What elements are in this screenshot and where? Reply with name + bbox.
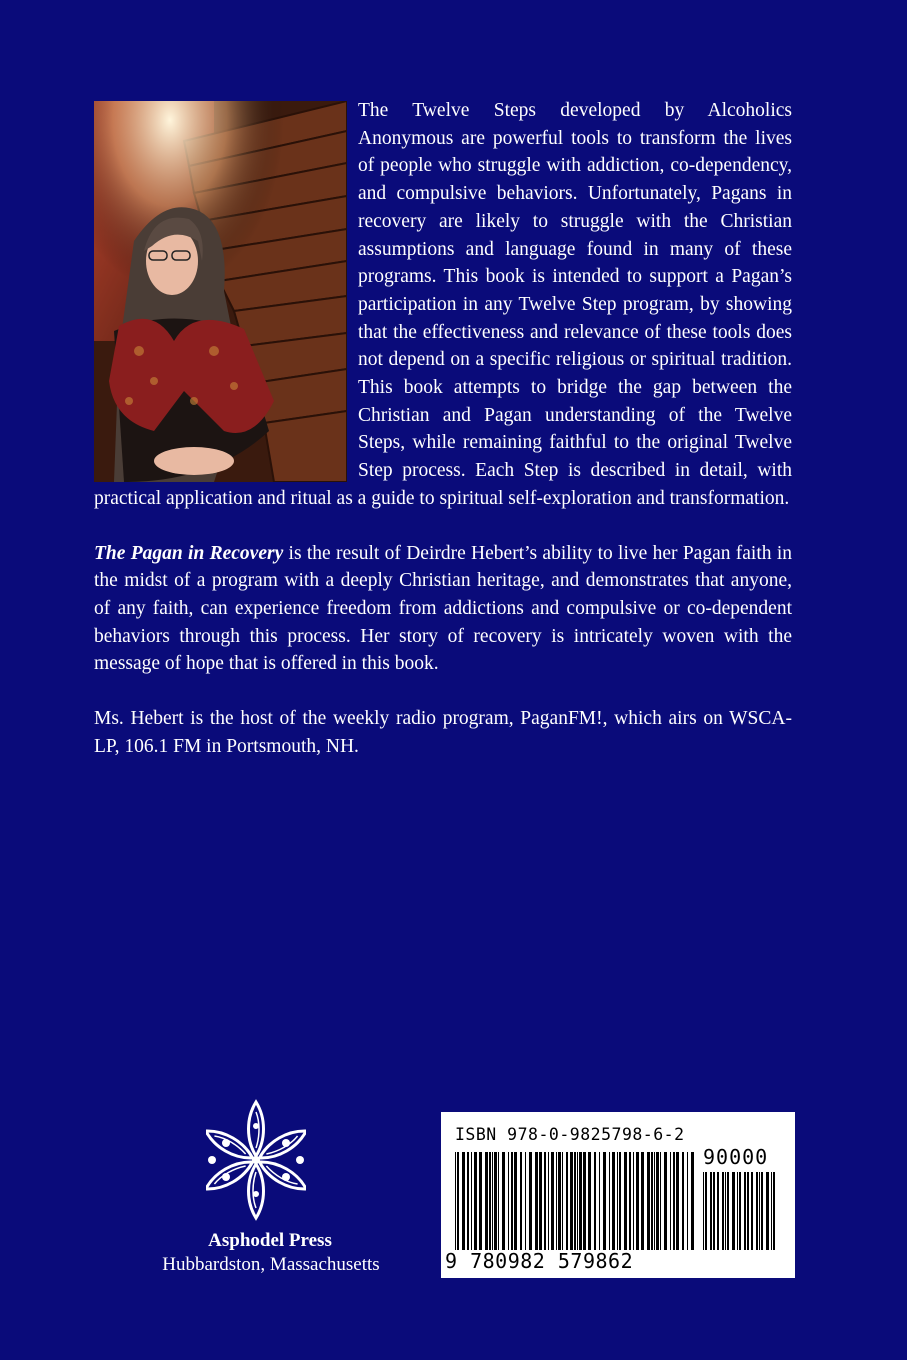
barcode-bars	[455, 1152, 695, 1250]
author-paragraph-text: is the result of Deirdre Hebert’s ability to live her Pagan faith in the midst of a program with a deeply Christian heritage, and demonstrates that anyone, of any faith, can experience freedom from addictions and compulsive or co-dependent behaviors through this process. Her story of recovery is intricately woven with the message of hope that is offered in this book.	[94, 542, 792, 675]
blurb	[94, 97, 792, 787]
publisher-name: Asphodel Press	[208, 1230, 332, 1251]
author-photo	[94, 101, 347, 482]
ean-digits: 9 780982 579862	[445, 1249, 634, 1273]
radio-paragraph: Ms. Hebert is the host of the weekly radio program, PaganFM!, which airs on WSCA-LP, 106.1 FM in Portsmouth, NH.	[94, 708, 792, 757]
supplemental-barcode-bars	[703, 1172, 781, 1250]
description-paragraph: The Twelve Steps developed by Alcoholics Anonymous are powerful tools to transform the lives of people who struggle with addiction, co-dependency, and compulsive behaviors. Unfortunately, Pagans in recovery are likely to struggle with the Christian assumptions and language found in many of these programs. This book is intended to support a Pagan’s participation in any Twelve Step program, by showing that the effectiveness and relevance of these tools does not depend on a specific religious or spiritual tradition. This book attempts to bridge the gap between the Christian and Pagan understanding of the Twelve Steps, while remaining faithful to the original Twelve Step process. Each Step is described in detail, with practical application and ritual as a guide to spiritual self-exploration and transformation.	[94, 100, 792, 509]
price-code: 90000	[703, 1145, 769, 1169]
isbn-barcode	[441, 1112, 795, 1278]
book-title: The Pagan in Recovery	[94, 542, 284, 564]
isbn-text: ISBN 978-0-9825798-6-2	[455, 1125, 685, 1144]
author-paragraph	[94, 540, 792, 679]
asphodel-flower-icon	[206, 1098, 306, 1228]
publisher-location: Hubbardston, Massachusetts	[162, 1254, 380, 1275]
